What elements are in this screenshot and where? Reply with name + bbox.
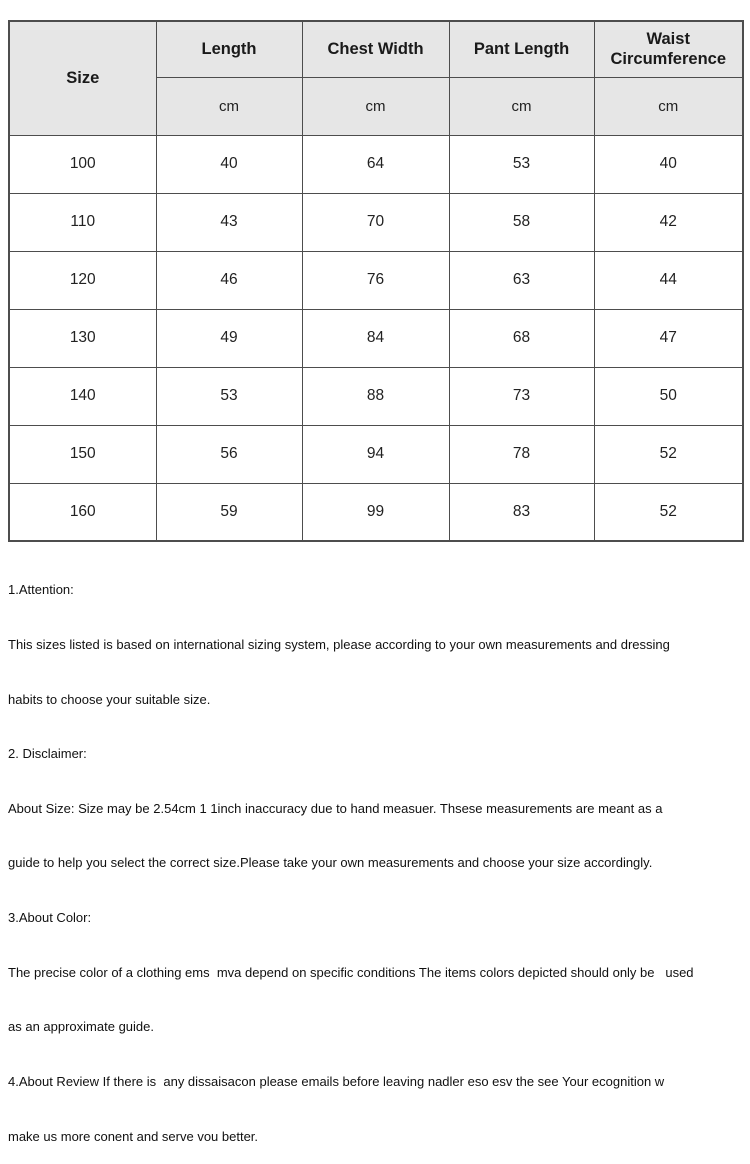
cell-chest-width: 84 bbox=[302, 309, 449, 367]
cell-pant-length: 68 bbox=[449, 309, 594, 367]
cell-size: 140 bbox=[9, 367, 156, 425]
unit-length: cm bbox=[156, 77, 302, 135]
cell-pant-length: 73 bbox=[449, 367, 594, 425]
note-disclaimer-text-line2: guide to help you select the correct size.Please take your own measurements and choose your size accordingly. bbox=[8, 855, 653, 871]
note-color-text-line1: The precise color of a clothing ems mva depend on specific conditions The items colors depicted should only be used bbox=[8, 964, 694, 980]
cell-length: 53 bbox=[156, 367, 302, 425]
cell-size: 150 bbox=[9, 425, 156, 483]
note-attention-text-line1: This sizes listed is based on international sizing system, please according to your own measurements and dressing bbox=[8, 637, 670, 653]
cell-chest-width: 88 bbox=[302, 367, 449, 425]
cell-pant-length: 63 bbox=[449, 251, 594, 309]
table-row-size-120 bbox=[9, 251, 743, 309]
cell-waist: 50 bbox=[594, 367, 743, 425]
note-attention-text-line2: habits to choose your suitable size. bbox=[8, 691, 211, 707]
table-row-size-130 bbox=[9, 309, 743, 367]
size-chart-table bbox=[8, 20, 744, 542]
cell-pant-length: 83 bbox=[449, 483, 594, 541]
cell-length: 40 bbox=[156, 135, 302, 193]
cell-size: 120 bbox=[9, 251, 156, 309]
cell-waist: 42 bbox=[594, 193, 743, 251]
cell-size: 160 bbox=[9, 483, 156, 541]
size-chart-header bbox=[9, 21, 743, 135]
cell-chest-width: 94 bbox=[302, 425, 449, 483]
cell-chest-width: 64 bbox=[302, 135, 449, 193]
cell-pant-length: 53 bbox=[449, 135, 594, 193]
cell-chest-width: 99 bbox=[302, 483, 449, 541]
header-row-labels bbox=[9, 21, 743, 77]
note-review-text-line2: make us more conent and serve vou better. bbox=[8, 1128, 259, 1144]
cell-waist: 52 bbox=[594, 425, 743, 483]
table-row-size-140 bbox=[9, 367, 743, 425]
note-attention-heading: 1.Attention: bbox=[8, 582, 74, 598]
table-row-size-100 bbox=[9, 135, 743, 193]
col-header-pant-length: Pant Length bbox=[449, 21, 594, 77]
cell-size: 130 bbox=[9, 309, 156, 367]
cell-length: 56 bbox=[156, 425, 302, 483]
unit-waist-circumference: cm bbox=[594, 77, 743, 135]
cell-pant-length: 58 bbox=[449, 193, 594, 251]
cell-length: 46 bbox=[156, 251, 302, 309]
note-disclaimer-text-line1: About Size: Size may be 2.54cm 1 1inch inaccuracy due to hand measuer. Thsese measurements are meant as a bbox=[8, 800, 663, 816]
cell-chest-width: 70 bbox=[302, 193, 449, 251]
note-disclaimer-heading: 2. Disclaimer: bbox=[8, 746, 87, 762]
cell-length: 59 bbox=[156, 483, 302, 541]
note-color-text-line2: as an approximate guide. bbox=[8, 1019, 154, 1035]
col-header-length: Length bbox=[156, 21, 302, 77]
cell-waist: 47 bbox=[594, 309, 743, 367]
cell-chest-width: 76 bbox=[302, 251, 449, 309]
cell-pant-length: 78 bbox=[449, 425, 594, 483]
col-header-size: Size bbox=[9, 21, 156, 135]
unit-chest-width: cm bbox=[302, 77, 449, 135]
cell-waist: 44 bbox=[594, 251, 743, 309]
cell-waist: 40 bbox=[594, 135, 743, 193]
table-row-size-150 bbox=[9, 425, 743, 483]
cell-length: 43 bbox=[156, 193, 302, 251]
note-review-text-line1: 4.About Review If there is any dissaisacon please emails before leaving nadler eso esv the see Your ecognition w bbox=[8, 1073, 665, 1089]
col-header-waist-circumference: Waist Circumference bbox=[594, 21, 743, 77]
cell-size: 110 bbox=[9, 193, 156, 251]
size-chart-body bbox=[9, 135, 743, 541]
table-row-size-110 bbox=[9, 193, 743, 251]
unit-pant-length: cm bbox=[449, 77, 594, 135]
table-row-size-160 bbox=[9, 483, 743, 541]
col-header-chest-width: Chest Width bbox=[302, 21, 449, 77]
cell-waist: 52 bbox=[594, 483, 743, 541]
cell-size: 100 bbox=[9, 135, 156, 193]
note-color-heading: 3.About Color: bbox=[8, 910, 92, 926]
notes-section bbox=[8, 545, 750, 1164]
cell-length: 49 bbox=[156, 309, 302, 367]
